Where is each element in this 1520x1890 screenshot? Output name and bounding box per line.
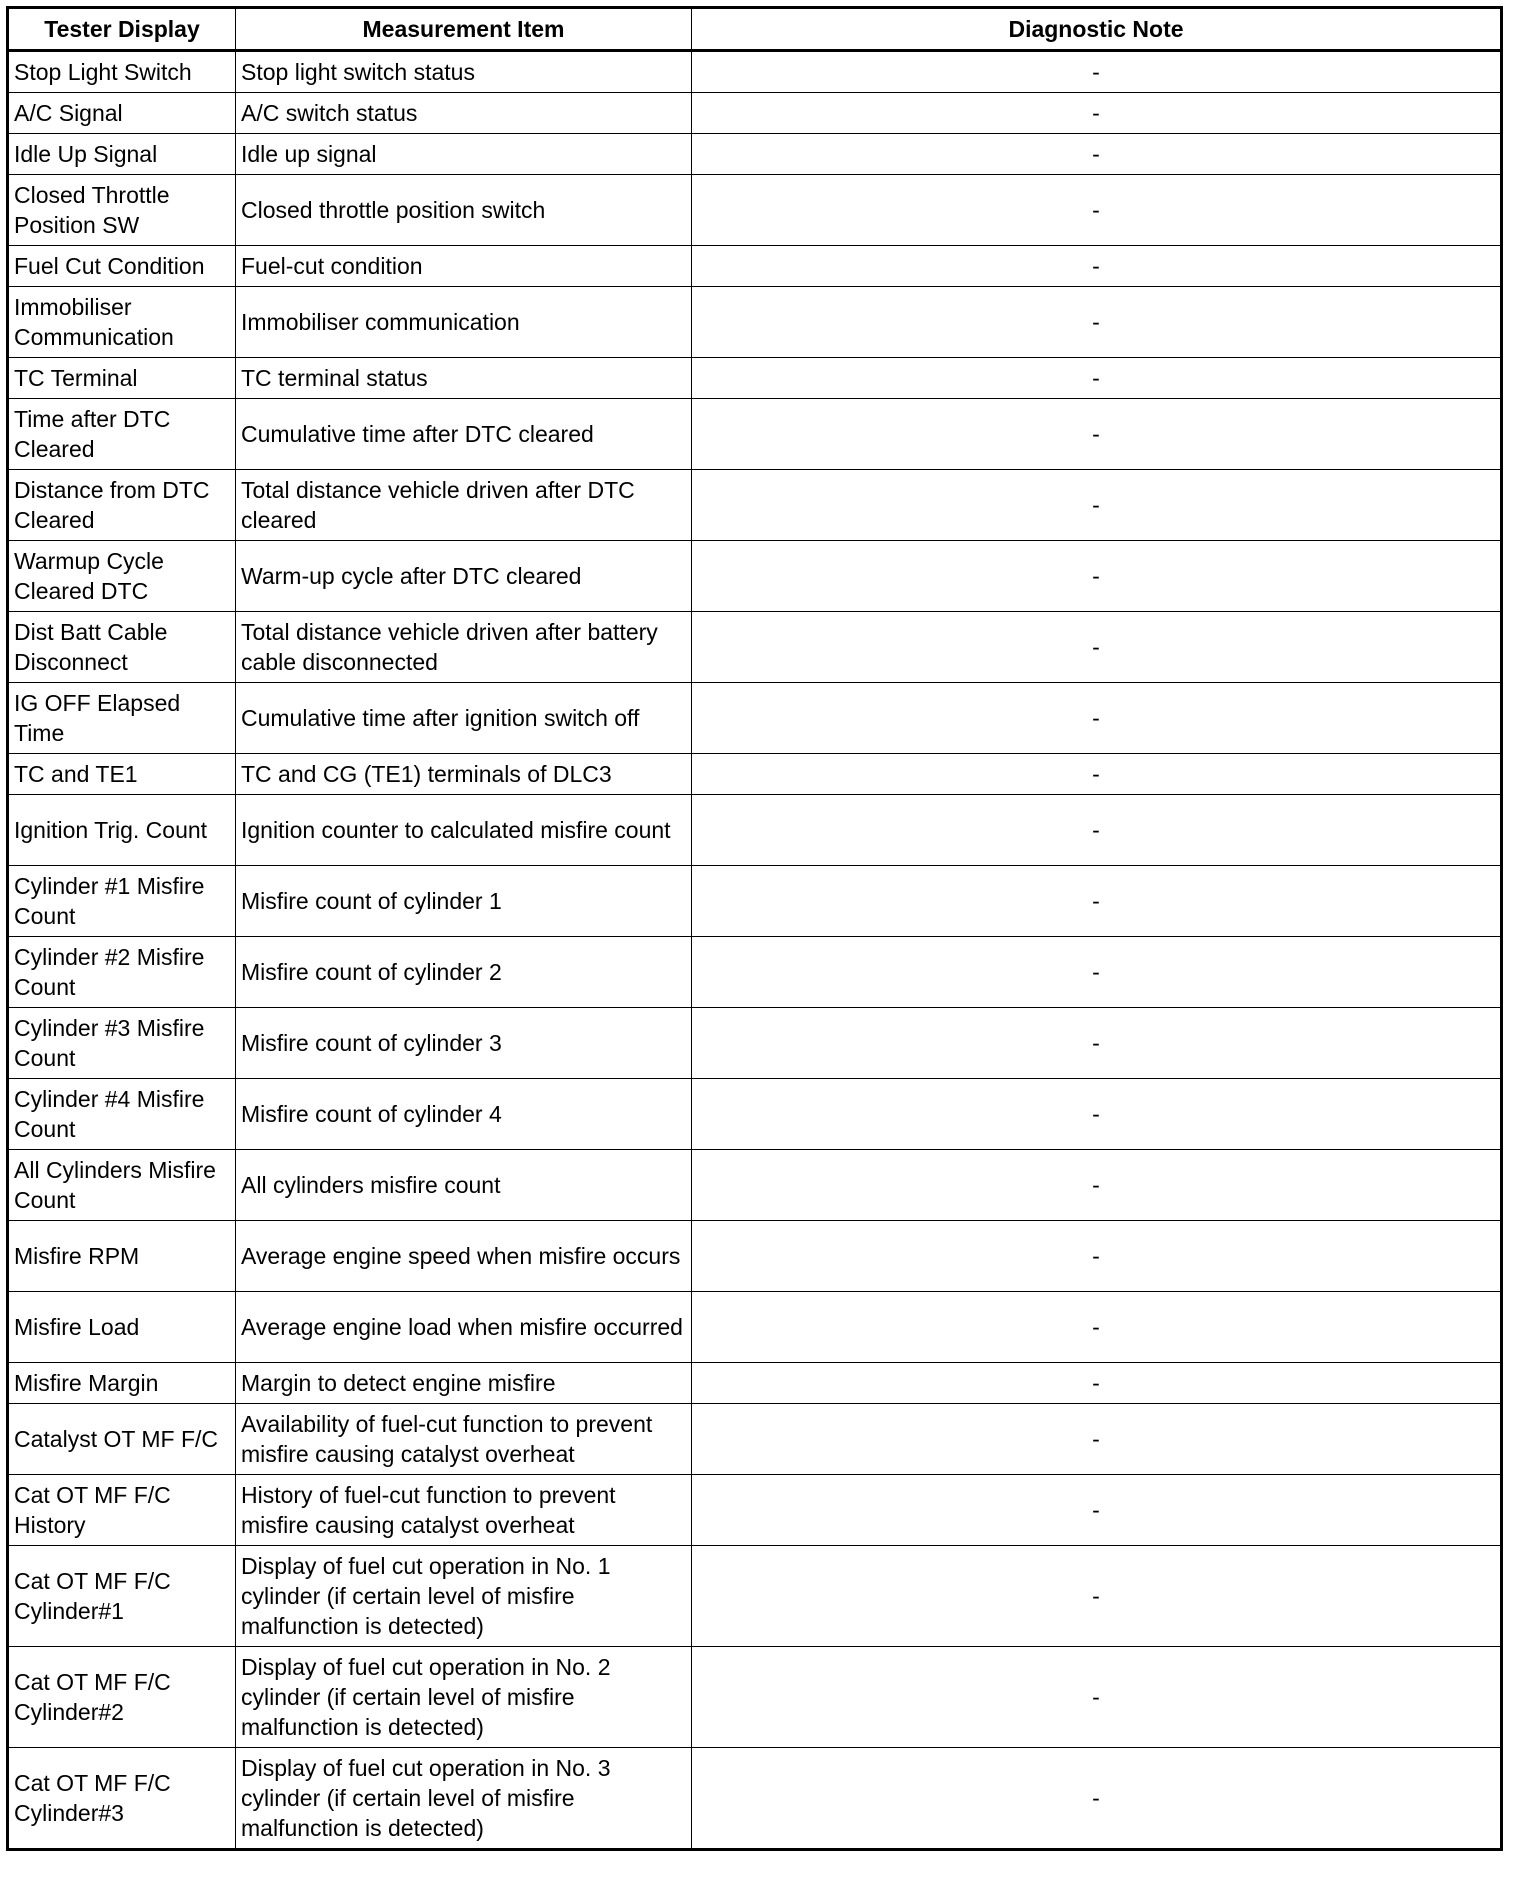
tester-display-cell: Cylinder #2 Misfire Count [8,937,236,1008]
header-tester-display: Tester Display [8,8,236,51]
table-row [8,683,1502,754]
table-row [8,1221,1502,1292]
table-row [8,1475,1502,1546]
measurement-item-cell: Display of fuel cut operation in No. 2 cylinder (if certain level of misfire malfunction is detected) [236,1647,692,1748]
tester-display-cell: Dist Batt Cable Disconnect [8,612,236,683]
diagnostic-note-cell: - [692,93,1502,134]
table-row [8,754,1502,795]
measurement-item-cell: Cumulative time after DTC cleared [236,399,692,470]
measurement-item-cell: Ignition counter to calculated misfire count [236,795,692,866]
tester-display-cell: TC and TE1 [8,754,236,795]
table-row [8,93,1502,134]
diagnostic-note-cell: - [692,795,1502,866]
diagnostic-note-cell: - [692,1008,1502,1079]
diagnostic-note-cell: - [692,470,1502,541]
diagnostic-note-cell: - [692,1475,1502,1546]
measurement-item-cell: Misfire count of cylinder 4 [236,1079,692,1150]
table-row [8,399,1502,470]
table-row [8,51,1502,93]
measurement-item-cell: All cylinders misfire count [236,1150,692,1221]
tester-display-cell: Cylinder #1 Misfire Count [8,866,236,937]
tester-display-cell: Time after DTC Cleared [8,399,236,470]
tester-display-cell: Ignition Trig. Count [8,795,236,866]
data-list-table [6,6,1503,1851]
diagnostic-note-cell: - [692,287,1502,358]
tester-display-cell: Catalyst OT MF F/C [8,1404,236,1475]
diagnostic-note-cell: - [692,1292,1502,1363]
measurement-item-cell: Idle up signal [236,134,692,175]
diagnostic-note-cell: - [692,1404,1502,1475]
table-row [8,866,1502,937]
measurement-item-cell: Closed throttle position switch [236,175,692,246]
measurement-item-cell: Misfire count of cylinder 2 [236,937,692,1008]
measurement-item-cell: Total distance vehicle driven after DTC cleared [236,470,692,541]
diagnostic-note-cell: - [692,134,1502,175]
table-row [8,1546,1502,1647]
table-row [8,1008,1502,1079]
table-row [8,246,1502,287]
table-header-row [8,8,1502,51]
measurement-item-cell: Misfire count of cylinder 3 [236,1008,692,1079]
tester-display-cell: IG OFF Elapsed Time [8,683,236,754]
table-row [8,358,1502,399]
table-row [8,541,1502,612]
measurement-item-cell: Availability of fuel-cut function to prevent misfire causing catalyst overheat [236,1404,692,1475]
tester-display-cell: Cat OT MF F/C History [8,1475,236,1546]
diagnostic-note-cell: - [692,1150,1502,1221]
measurement-item-cell: Warm-up cycle after DTC cleared [236,541,692,612]
tester-display-cell: A/C Signal [8,93,236,134]
tester-display-cell: Misfire Load [8,1292,236,1363]
measurement-item-cell: Display of fuel cut operation in No. 1 cylinder (if certain level of misfire malfunction is detected) [236,1546,692,1647]
measurement-item-cell: Total distance vehicle driven after battery cable disconnected [236,612,692,683]
measurement-item-cell: Misfire count of cylinder 1 [236,866,692,937]
tester-display-cell: TC Terminal [8,358,236,399]
table-row [8,134,1502,175]
diagnostic-note-cell: - [692,937,1502,1008]
tester-display-cell: Cylinder #3 Misfire Count [8,1008,236,1079]
tester-display-cell: Immobiliser Communication [8,287,236,358]
table-row [8,1404,1502,1475]
diagnostic-note-cell: - [692,1647,1502,1748]
measurement-item-cell: Immobiliser communication [236,287,692,358]
table-row [8,175,1502,246]
header-measurement-item: Measurement Item [236,8,692,51]
table-row [8,1647,1502,1748]
measurement-item-cell: TC and CG (TE1) terminals of DLC3 [236,754,692,795]
diagnostic-note-cell: - [692,246,1502,287]
tester-display-cell: Idle Up Signal [8,134,236,175]
diagnostic-note-cell: - [692,1221,1502,1292]
tester-display-cell: Warmup Cycle Cleared DTC [8,541,236,612]
measurement-item-cell: Margin to detect engine misfire [236,1363,692,1404]
measurement-item-cell: Average engine speed when misfire occurs [236,1221,692,1292]
tester-display-cell: Cat OT MF F/C Cylinder#2 [8,1647,236,1748]
header-diagnostic-note: Diagnostic Note [692,8,1502,51]
data-list-table-container [6,6,1500,1851]
table-row [8,795,1502,866]
diagnostic-note-cell: - [692,358,1502,399]
tester-display-cell: Cat OT MF F/C Cylinder#1 [8,1546,236,1647]
measurement-item-cell: Display of fuel cut operation in No. 3 cylinder (if certain level of misfire malfunction is detected) [236,1748,692,1850]
tester-display-cell: Fuel Cut Condition [8,246,236,287]
diagnostic-note-cell: - [692,866,1502,937]
table-row [8,1748,1502,1850]
measurement-item-cell: Average engine load when misfire occurred [236,1292,692,1363]
table-row [8,1292,1502,1363]
diagnostic-note-cell: - [692,1363,1502,1404]
table-row [8,612,1502,683]
measurement-item-cell: History of fuel-cut function to prevent misfire causing catalyst overheat [236,1475,692,1546]
tester-display-cell: Cylinder #4 Misfire Count [8,1079,236,1150]
tester-display-cell: Misfire Margin [8,1363,236,1404]
diagnostic-note-cell: - [692,51,1502,93]
measurement-item-cell: TC terminal status [236,358,692,399]
diagnostic-note-cell: - [692,754,1502,795]
diagnostic-note-cell: - [692,399,1502,470]
table-row [8,1150,1502,1221]
diagnostic-note-cell: - [692,541,1502,612]
table-row [8,287,1502,358]
tester-display-cell: Distance from DTC Cleared [8,470,236,541]
tester-display-cell: Closed Throttle Position SW [8,175,236,246]
measurement-item-cell: Cumulative time after ignition switch off [236,683,692,754]
diagnostic-note-cell: - [692,1079,1502,1150]
diagnostic-note-cell: - [692,683,1502,754]
measurement-item-cell: Stop light switch status [236,51,692,93]
tester-display-cell: Misfire RPM [8,1221,236,1292]
table-row [8,937,1502,1008]
diagnostic-note-cell: - [692,175,1502,246]
measurement-item-cell: Fuel-cut condition [236,246,692,287]
measurement-item-cell: A/C switch status [236,93,692,134]
diagnostic-note-cell: - [692,1546,1502,1647]
tester-display-cell: Cat OT MF F/C Cylinder#3 [8,1748,236,1850]
tester-display-cell: All Cylinders Misfire Count [8,1150,236,1221]
table-row [8,1079,1502,1150]
table-row [8,470,1502,541]
diagnostic-note-cell: - [692,612,1502,683]
tester-display-cell: Stop Light Switch [8,51,236,93]
table-row [8,1363,1502,1404]
diagnostic-note-cell: - [692,1748,1502,1850]
